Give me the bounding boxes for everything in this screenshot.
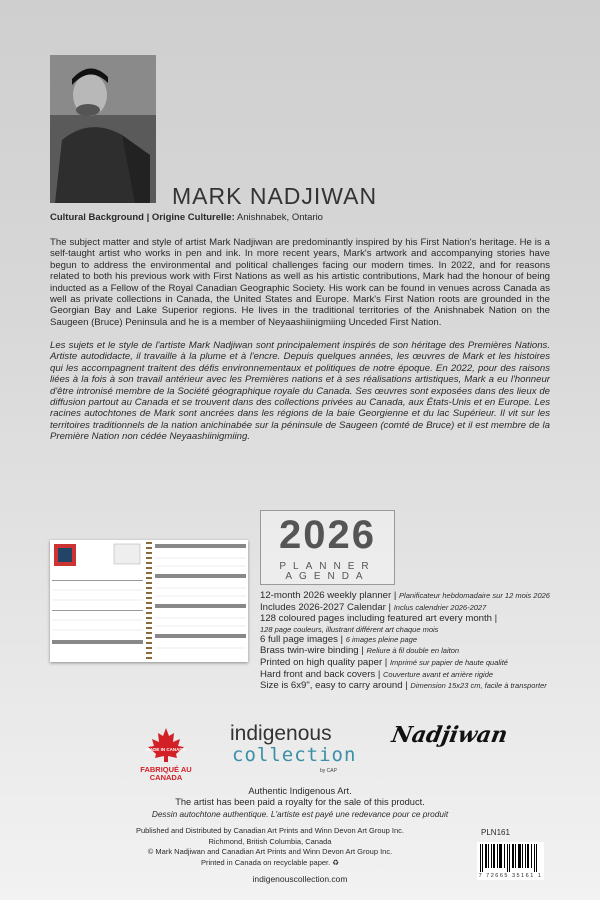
planner-left-page xyxy=(50,540,145,662)
feature-item: 6 full page images | 6 images pleine page xyxy=(260,633,418,645)
planner-left-page-art xyxy=(50,540,145,662)
product-code: PLN161 xyxy=(481,828,510,837)
barcode-bars xyxy=(477,842,544,872)
fabrique-au-canada-text: FABRIQUÉ AU CANADA xyxy=(140,765,192,782)
printed-line: Printed in Canada on recyclable paper. ♻ xyxy=(200,857,340,867)
made-in-canada-text: MADE IN CANADA xyxy=(146,747,186,752)
feature-item: Includes 2026-2027 Calendar | Inclus calendrier 2026-2027 xyxy=(260,601,487,613)
royalty-text-french: Dessin autochtone authentique. L'artiste est payé une redevance pour ce produit xyxy=(151,809,449,819)
barcode-number: 7 72665 35161 1 xyxy=(478,873,543,879)
planner-right-page xyxy=(153,540,248,662)
indigenous-logo-text: indigenous xyxy=(230,722,332,745)
publisher-block xyxy=(80,826,460,868)
planner-word: PLANNER xyxy=(279,561,376,572)
bio-french: Les sujets et le style de l'artiste Mark Nadjiwan sont principalement inspirés de son héritage des Premières Nations. Artiste autodidacte, il travaille à la plume et à l'encre. Depuis quelques années, les œuvres de Mark et les histoires qui les accompagnent traitent des défis environnementaux et politiques de notre époque. En 2022, pour des raisons liées à la fois à son travail antérieur avec les Premières nations et à ses réalisations artistiques, Mark a eu l'honneur d'être intronisé membre de la Société géographique royale du Canada. Ses œuvres sont exposées dans des lieux de diffusion partout au Canada et se trouvent dans des collections privées au Canada, aux États-Unis et en Europe. Les racines autochtones de Mark sont ancrées dans les régions de la baie Georgienne et du lac Supérieur. Il vit sur les territoires traditionnels de la nation anichinabée sur la péninsule de Saugeen (comté de Bruce) et il est membre de la Première Nation non cédée Neyaashiinigmiing. xyxy=(50,340,550,443)
authentic-text: Authentic Indigenous Art. xyxy=(248,786,352,796)
planner-right-page-art xyxy=(153,540,248,662)
by-cap-text: by CAP xyxy=(320,768,337,774)
copyright-line: © Mark Nadjiwan and Canadian Art Prints and Winn Devon Art Group Inc. xyxy=(147,847,393,856)
feature-item: Brass twin-wire binding | Reliure à fil double en laiton xyxy=(260,645,460,657)
feature-item: Size is 6x9", easy to carry around | Dimension 15x23 cm, facile à transporter xyxy=(260,680,547,692)
cultural-label: Cultural Background | Origine Culturelle: xyxy=(50,212,235,223)
collection-logo-text: collection xyxy=(232,744,357,766)
cultural-value: Anishnabek, Ontario xyxy=(236,212,323,223)
artist-portrait-image xyxy=(50,55,156,203)
planner-preview-image xyxy=(50,540,248,662)
artist-photo xyxy=(50,55,156,203)
feature-list xyxy=(260,590,570,692)
planner-binding-coil xyxy=(146,542,152,660)
artist-name: MARK NADJIWAN xyxy=(172,183,378,209)
royalty-text: The artist has been paid a royalty for the sale of this product. xyxy=(175,797,425,807)
feature-item: 128 page couleurs, illustrant différent art chaque mois xyxy=(260,624,439,634)
maple-leaf-icon xyxy=(145,727,187,763)
website-link[interactable]: indigenouscollection.com xyxy=(252,874,348,884)
cultural-background xyxy=(50,212,323,223)
planner-year-box xyxy=(260,510,395,585)
feature-item: Printed on high quality paper | Imprimé sur papier de haute qualité xyxy=(260,656,508,668)
planner-year: 2026 xyxy=(279,513,376,557)
feature-item: 12-month 2026 weekly planner | Planificateur hebdomadaire sur 12 mois 2026 xyxy=(260,590,550,601)
agenda-word: AGENDA xyxy=(285,571,370,582)
feature-item: Hard front and back covers | Couverture avant et arrière rigide xyxy=(260,668,494,680)
publisher-line: Published and Distributed by Canadian Art Prints and Winn Devon Art Group Inc. xyxy=(135,826,405,835)
bio-english: The subject matter and style of artist Mark Nadjiwan are predominantly inspired by his First Nation's heritage. He is a self-taught artist who works in pen and ink. In more recent years, Mark's artwork and accompanying stories have begun to address the environmental and political challenges facing our modern times. In 2022, and for reasons related to both his previous work with First Nations as well as his artistic contributions, Mark had the honour of being inducted as a Fellow of the Royal Canadian Geographic Society. His work can be found in venues across Canada as well as private collections in Canada, the United States and Europe. Mark's First Nation roots are grounded in the Georgian Bay and Lake Superior regions. He lives in the traditional territories of the Anishnabek Nation on the Saugeen (Bruce) Peninsula and he is a member of Neyaashiinigmiing Unceded First Nation. xyxy=(50,237,550,328)
feature-item: 128 coloured pages including featured art every month | xyxy=(260,613,498,625)
publisher-location: Richmond, British Columbia, Canada xyxy=(208,836,332,846)
artist-signature: Nadjiwan xyxy=(389,722,510,748)
